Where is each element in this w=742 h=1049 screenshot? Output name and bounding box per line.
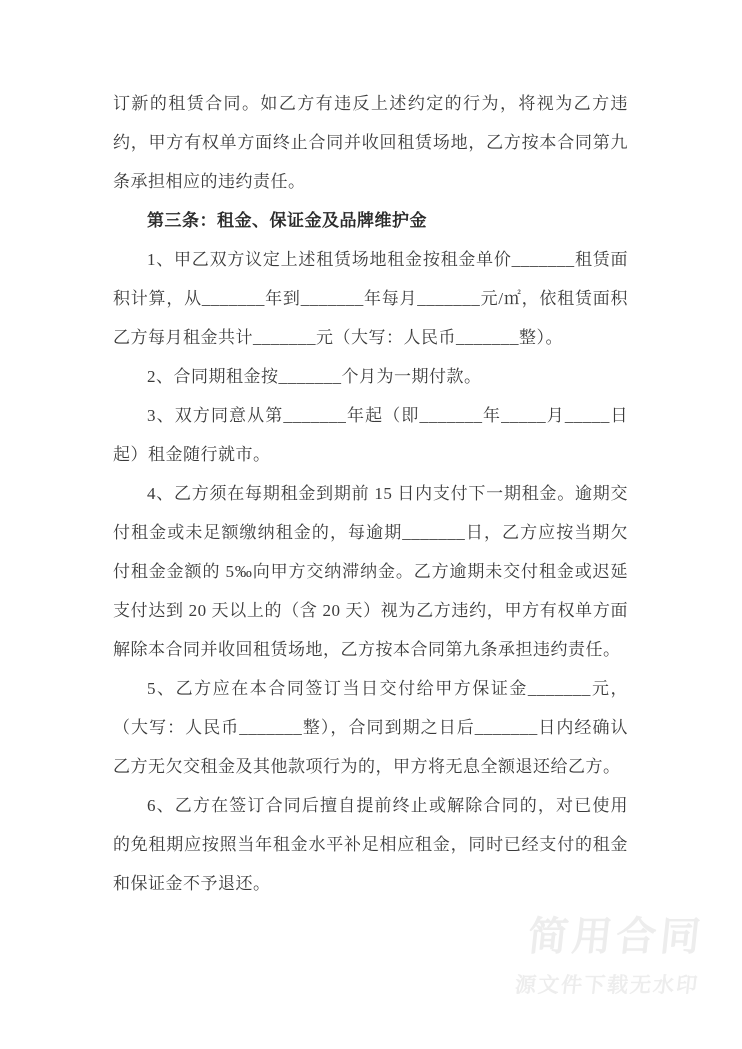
watermark-subtitle: 源文件下载无水印 bbox=[513, 974, 701, 997]
article-3-heading: 第三条：租金、保证金及品牌维护金 bbox=[147, 211, 427, 230]
clause-2-payment-period: 2、合同期租金按_______个月为一期付款。 bbox=[147, 367, 482, 386]
watermark-title: 简用合同 bbox=[525, 915, 707, 959]
clause-4-late-payment: 4、乙方须在每期租金到期前 15 日内支付下一期租金。逾期交付租金或未足额缴纳租金的，每逾期_______日，乙方应按当期欠付租金金额的 5‰向甲方交纳滞纳金。乙方逾期未交付租金或迟延支付达到 20 天以上的（含 20 天）视为乙方违约，甲方有权单方面解除本合同并收回租赁场地，乙方按本合同第九条承担违约责任。 bbox=[113, 484, 628, 659]
paragraph-continuation: 订新的租赁合同。如乙方有违反上述约定的行为，将视为乙方违约，甲方有权单方面终止合同并收回租赁场地，乙方按本合同第九条承担相应的违约责任。 bbox=[113, 94, 628, 191]
watermark bbox=[514, 915, 707, 999]
clause-3-market-rate: 3、双方同意从第_______年起（即_______年_____月_____日起）租金随行就市。 bbox=[113, 406, 628, 464]
clause-1-rent-calculation: 1、甲乙双方议定上述租赁场地租金按租金单价_______租赁面积计算，从_______年到_______年每月_______元/㎡，依租赁面积乙方每月租金共计_______元（大写：人民币_______整）。 bbox=[113, 250, 628, 347]
clause-6-early-termination: 6、乙方在签订合同后擅自提前终止或解除合同的，对已使用的免租期应按照当年租金水平补足相应租金，同时已经支付的租金和保证金不予退还。 bbox=[113, 796, 628, 893]
clause-5-deposit: 5、乙方应在本合同签订当日交付给甲方保证金_______元，（大写：人民币_______整），合同到期之日后_______日内经确认乙方无欠交租金及其他款项行为的，甲方将无息全额退还给乙方。 bbox=[113, 679, 628, 776]
